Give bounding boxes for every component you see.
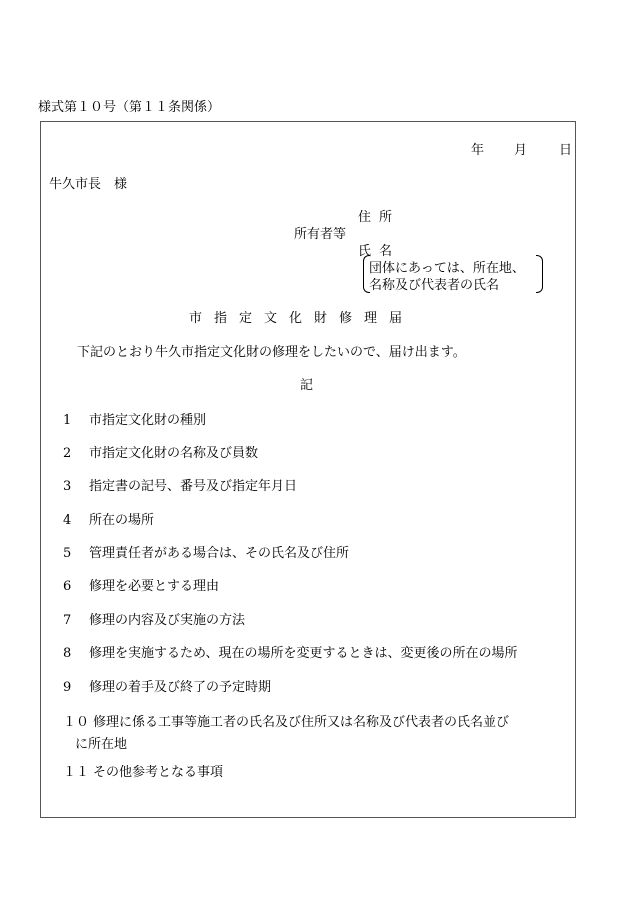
item-text: その他参考となる事項 [93, 765, 224, 780]
document-title: 市指定文化財修理届 [189, 311, 415, 326]
address-label: 住所 [358, 210, 401, 225]
item-number: 1 [63, 413, 72, 428]
item-number: 8 [63, 646, 72, 661]
item-text: 所在の場所 [89, 513, 155, 528]
item-text: 修理の着手及び終了の予定時期 [89, 680, 272, 695]
list-item [63, 761, 223, 780]
item-text-continued: に所在地 [75, 737, 128, 752]
list-item [63, 575, 219, 594]
intro-text: 下記のとおり牛久市指定文化財の修理をしたいので、届け出ます。 [77, 345, 466, 360]
list-item [63, 509, 154, 528]
list-item [63, 442, 258, 461]
item-text: 指定書の記号、番号及び指定年月日 [89, 479, 298, 494]
item-number: 9 [63, 680, 72, 695]
date-year: 年 [471, 143, 485, 158]
list-item [63, 711, 573, 752]
list-item [63, 642, 517, 661]
item-number: １０ [63, 715, 90, 730]
date-day: 日 [559, 143, 573, 158]
item-text: 管理責任者がある場合は、その氏名及び住所 [89, 546, 350, 561]
list-item [63, 609, 245, 628]
ki-heading: 記 [300, 378, 314, 393]
list-item [63, 475, 297, 494]
item-number: 2 [63, 446, 72, 461]
item-number: 6 [63, 579, 72, 594]
list-item [63, 542, 349, 561]
name-label: 氏名 [358, 244, 401, 259]
list-item [63, 676, 271, 695]
form-number-label: 様式第１０号（第１１条関係） [38, 100, 221, 115]
item-number: 7 [63, 613, 72, 628]
item-text: 修理の内容及び実施の方法 [89, 613, 246, 628]
item-text: 修理を実施するため、現在の場所を変更するときは、変更後の所在の場所 [89, 646, 518, 661]
item-number: 3 [63, 479, 72, 494]
item-text: 修理を必要とする理由 [89, 579, 220, 594]
form-frame [40, 121, 576, 818]
item-text: 修理に係る工事等施工者の氏名及び住所又は名称及び代表者の氏名並び [93, 715, 510, 730]
organization-note [363, 255, 543, 293]
item-text: 市指定文化財の名称及び員数 [89, 446, 259, 461]
right-bracket [536, 255, 543, 293]
item-number: 5 [63, 546, 72, 561]
date-month: 月 [514, 143, 528, 158]
item-text: 市指定文化財の種別 [89, 413, 207, 428]
item-number: 4 [63, 513, 72, 528]
owner-label: 所有者等 [294, 227, 347, 242]
item-number: １１ [63, 765, 90, 780]
list-item [63, 409, 206, 428]
addressee: 牛久市長 様 [49, 177, 128, 192]
organization-note-line1: 団体にあっては、所在地、 [369, 261, 525, 276]
organization-note-line2: 名称及び代表者の氏名 [369, 278, 500, 293]
